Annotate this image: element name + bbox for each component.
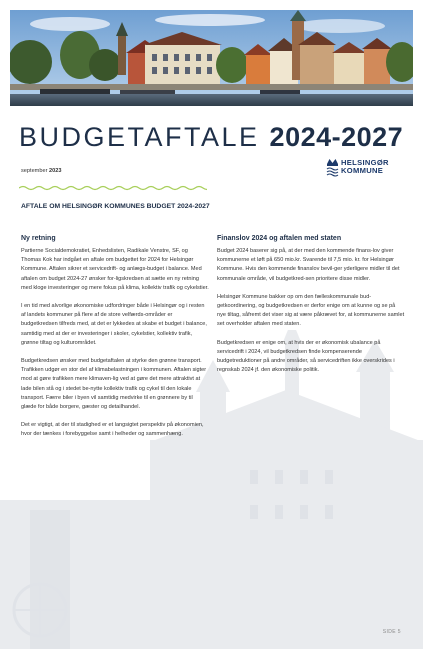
paragraph: Partierne Socialdemokratiet, Enhedslisten, Radikale Venstre, SF, og Thomas Kok har indgået en aftale om budgettet for 2024 for Helsingør Kommune. Aftalen sikrer et servicedrift- og anlægs-budget i balance. Med aftalen om budget 2024-27 ønsker for-ligskredsen at sætte en ny retning med kloge investeringer og mere fokus på klima, kollektiv trafik og cykelstier. xyxy=(21,248,209,291)
page-number: SIDE 5 xyxy=(382,629,401,635)
paragraph: Det er vigtigt, at der til stadighed er et langsigtet perspektiv på økonomien, hvor der tænkes i forebyggelse samt i helheder og sammenhæng. xyxy=(21,422,204,438)
document-title xyxy=(19,122,404,154)
crown-icon xyxy=(326,157,339,177)
left-column-heading: Ny retning xyxy=(21,235,56,242)
municipality-logo xyxy=(326,156,406,178)
logo-text xyxy=(341,159,389,175)
hero-photo xyxy=(10,10,413,106)
right-column-heading: Finanslov 2024 og aftalen med staten xyxy=(217,235,342,242)
left-column xyxy=(21,234,209,449)
title-years: 2024-2027 xyxy=(269,122,404,152)
paragraph: Budgetkredsen ønsker med budgetaftalen at styrke den grønne transport. Trafikken udgør en stor del af klimabelastningen i kommunen. Aftalen sigter mod at gøre trafikken mere klimaven-lig ved at gøre det mere attraktivt at lade bilen stå og i stedet be-nytte kollektiv trafik og cykel til den lokale transport. Færre biler i byen vil samtidig medvirke til en grønnere by til glæde for både borgere, gæster og detailhandel. xyxy=(21,358,207,411)
paragraph: Budgetkredsen er enige om, at hvis der er økonomisk ubalance på servicedrift i 2024, vil budgetkredsen finde kompenserende budgetreduktioner på andre områder, så servicedriften ikke overskrides i regnskab 2024 jf. den økonomiske politik. xyxy=(217,339,395,374)
main-heading: AFTALE OM HELSINGØR KOMMUNES BUDGET 2024-2027 xyxy=(21,203,210,210)
right-column xyxy=(217,234,405,384)
paragraph: Budget 2024 baserer sig på, at der med den kommende finans-lov giver kommunerne et løft på 650 mio.kr. Svarende til 7,5 mio. kr. for Helsingør Kommune. Hvis den kommende finanslov bevil-ger yderligere midler til det kommunale område, vil budgetkred-sen prioritere disse midler. xyxy=(217,248,400,282)
paragraph: I en tid med alvorlige økonomiske udfordringer både i Helsingør og i resten af landets kommuner på flere af de store velfærds-områder er budgetkredsen tilfreds med, at det er lykkedes at skabe et budget i balance, samtidig med at der er investeringer i skoler, cykelstier, kollektiv trafik, grønne tiltag og kulturområdet. xyxy=(21,303,207,346)
paragraph: Helsingør Kommune bakker op om den fælleskommunale bud-getkoordinering, og budgetkredsen er derfor enige om at kunne og se på nye tiltag, såfremt det viser sig at være påkrævet for, at kommunerne samlet set overholder aftalen med staten. xyxy=(217,293,405,328)
logo-line-1: HELSINGØR xyxy=(341,158,389,167)
date-year: 2023 xyxy=(49,168,62,174)
title-word: BUDGETAFTALE xyxy=(19,122,260,152)
logo-line-2: KOMMUNE xyxy=(341,166,384,175)
date-line xyxy=(21,168,61,174)
wave-divider xyxy=(19,185,207,191)
date-month: september xyxy=(21,168,48,174)
